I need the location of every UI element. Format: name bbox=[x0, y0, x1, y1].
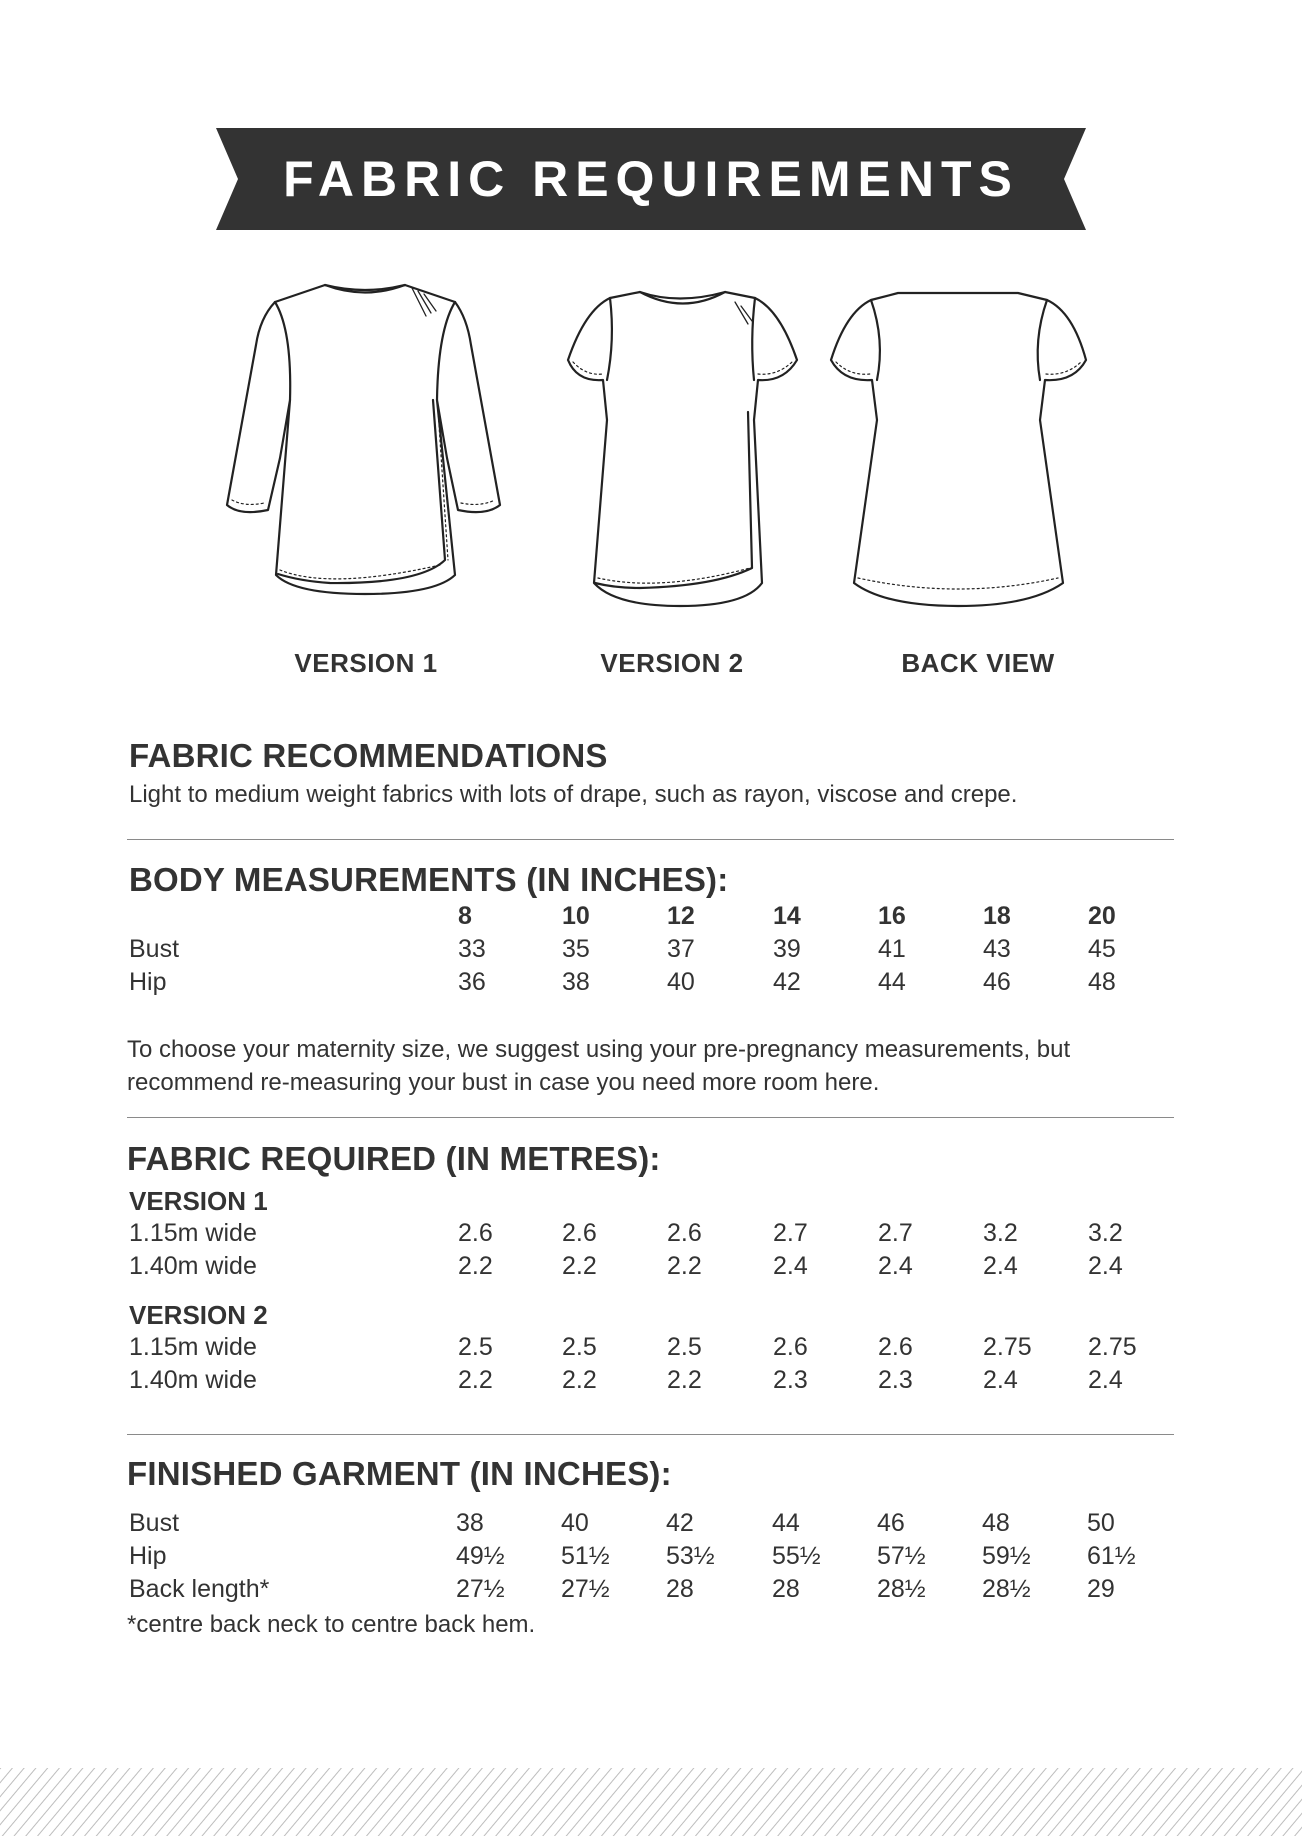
version-2-drawing bbox=[568, 292, 797, 606]
table-cell: 33 bbox=[458, 935, 486, 963]
table-cell: 2.4 bbox=[773, 1252, 808, 1280]
table-cell: 44 bbox=[878, 968, 906, 996]
table-cell: 2.3 bbox=[878, 1366, 913, 1394]
table-cell: 28½ bbox=[982, 1575, 1031, 1603]
divider bbox=[127, 1434, 1174, 1435]
version-1-label: VERSION 1 bbox=[294, 648, 438, 678]
size-20: 20 bbox=[1088, 902, 1116, 930]
version-2-subheading: VERSION 2 bbox=[129, 1300, 268, 1330]
table-cell: 42 bbox=[773, 968, 801, 996]
table-cell: 2.4 bbox=[878, 1252, 913, 1280]
table-cell: 2.4 bbox=[1088, 1366, 1123, 1394]
table-cell: 46 bbox=[983, 968, 1011, 996]
table-cell: 36 bbox=[458, 968, 486, 996]
version-2-label: VERSION 2 bbox=[600, 648, 744, 678]
size-12: 12 bbox=[667, 902, 695, 930]
table-cell: 27½ bbox=[561, 1575, 610, 1603]
table-cell: 50 bbox=[1087, 1509, 1115, 1537]
size-8: 8 bbox=[458, 902, 472, 930]
table-cell: 2.75 bbox=[983, 1333, 1032, 1361]
table-cell: 2.2 bbox=[667, 1252, 702, 1280]
table-cell: 2.4 bbox=[983, 1366, 1018, 1394]
table-cell: 40 bbox=[667, 968, 695, 996]
version-1-drawing bbox=[227, 285, 500, 594]
footnote: *centre back neck to centre back hem. bbox=[127, 1611, 536, 1638]
table-cell: 37 bbox=[667, 935, 695, 963]
table-cell: 29 bbox=[1087, 1575, 1115, 1603]
table-cell: 35 bbox=[562, 935, 590, 963]
table-cell: 2.2 bbox=[562, 1366, 597, 1394]
table-cell: 3.2 bbox=[1088, 1219, 1123, 1247]
table-cell: 2.2 bbox=[458, 1252, 493, 1280]
table-cell: 2.75 bbox=[1088, 1333, 1137, 1361]
table-cell: 2.5 bbox=[667, 1333, 702, 1361]
table-cell: 28½ bbox=[877, 1575, 926, 1603]
size-16: 16 bbox=[878, 902, 906, 930]
table-cell: 27½ bbox=[456, 1575, 505, 1603]
table-cell: 38 bbox=[456, 1509, 484, 1537]
table-cell: 2.7 bbox=[878, 1219, 913, 1247]
size-10: 10 bbox=[562, 902, 590, 930]
page-title: FABRIC REQUIREMENTS bbox=[283, 151, 1019, 207]
table-cell: 2.4 bbox=[983, 1252, 1018, 1280]
table-cell: 2.6 bbox=[667, 1219, 702, 1247]
table-cell: 42 bbox=[666, 1509, 694, 1537]
recommendations-text: Light to medium weight fabrics with lots of drape, such as rayon, viscose and crepe. bbox=[129, 781, 1018, 808]
table-cell: 40 bbox=[561, 1509, 589, 1537]
size-18: 18 bbox=[983, 902, 1011, 930]
table-cell: 2.6 bbox=[773, 1333, 808, 1361]
table-cell: 2.3 bbox=[773, 1366, 808, 1394]
table-cell: 2.6 bbox=[562, 1219, 597, 1247]
table-cell: 2.2 bbox=[562, 1252, 597, 1280]
table-cell: 59½ bbox=[982, 1542, 1031, 1570]
table-cell: 43 bbox=[983, 935, 1011, 963]
fabric-required-heading: FABRIC REQUIRED (IN METRES): bbox=[127, 1140, 661, 1177]
table-cell: 2.6 bbox=[458, 1219, 493, 1247]
maternity-note-line-1: To choose your maternity size, we suggest using your pre-pregnancy measurements, but bbox=[127, 1036, 1071, 1063]
row-label: Back length* bbox=[129, 1575, 270, 1603]
table-cell: 49½ bbox=[456, 1542, 505, 1570]
table-cell: 61½ bbox=[1087, 1542, 1136, 1570]
maternity-note-line-2: recommend re-measuring your bust in case you need more room here. bbox=[127, 1069, 880, 1096]
table-cell: 46 bbox=[877, 1509, 905, 1537]
row-label: Bust bbox=[129, 1509, 180, 1537]
table-cell: 48 bbox=[1088, 968, 1116, 996]
back-view-label: BACK VIEW bbox=[901, 648, 1055, 678]
table-cell: 3.2 bbox=[983, 1219, 1018, 1247]
table-cell: 2.7 bbox=[773, 1219, 808, 1247]
stripe-footer bbox=[0, 1768, 1302, 1836]
version-1-subheading: VERSION 1 bbox=[129, 1186, 268, 1216]
body-measurements-heading: BODY MEASUREMENTS (IN INCHES): bbox=[129, 861, 729, 898]
table-cell: 53½ bbox=[666, 1542, 715, 1570]
row-label: Bust bbox=[129, 935, 180, 963]
table-cell: 45 bbox=[1088, 935, 1116, 963]
table-cell: 57½ bbox=[877, 1542, 926, 1570]
divider bbox=[127, 1117, 1174, 1118]
back-view-drawing bbox=[831, 293, 1086, 606]
table-cell: 39 bbox=[773, 935, 801, 963]
table-cell: 2.5 bbox=[562, 1333, 597, 1361]
table-cell: 28 bbox=[666, 1575, 694, 1603]
finished-garment-heading: FINISHED GARMENT (IN INCHES): bbox=[127, 1455, 672, 1492]
row-label: Hip bbox=[129, 1542, 167, 1570]
table-cell: 48 bbox=[982, 1509, 1010, 1537]
row-label: 1.40m wide bbox=[129, 1252, 257, 1280]
row-label: Hip bbox=[129, 968, 167, 996]
garment-illustrations bbox=[0, 270, 1302, 620]
divider bbox=[127, 839, 1174, 840]
table-cell: 2.2 bbox=[458, 1366, 493, 1394]
table-cell: 55½ bbox=[772, 1542, 821, 1570]
table-cell: 41 bbox=[878, 935, 906, 963]
table-cell: 2.5 bbox=[458, 1333, 493, 1361]
row-label: 1.15m wide bbox=[129, 1333, 257, 1361]
table-cell: 51½ bbox=[561, 1542, 610, 1570]
table-cell: 44 bbox=[772, 1509, 800, 1537]
table-cell: 28 bbox=[772, 1575, 800, 1603]
table-cell: 2.4 bbox=[1088, 1252, 1123, 1280]
recommendations-heading: FABRIC RECOMMENDATIONS bbox=[129, 737, 608, 774]
table-cell: 2.2 bbox=[667, 1366, 702, 1394]
row-label: 1.40m wide bbox=[129, 1366, 257, 1394]
table-cell: 38 bbox=[562, 968, 590, 996]
table-cell: 2.6 bbox=[878, 1333, 913, 1361]
row-label: 1.15m wide bbox=[129, 1219, 257, 1247]
size-14: 14 bbox=[773, 902, 801, 930]
